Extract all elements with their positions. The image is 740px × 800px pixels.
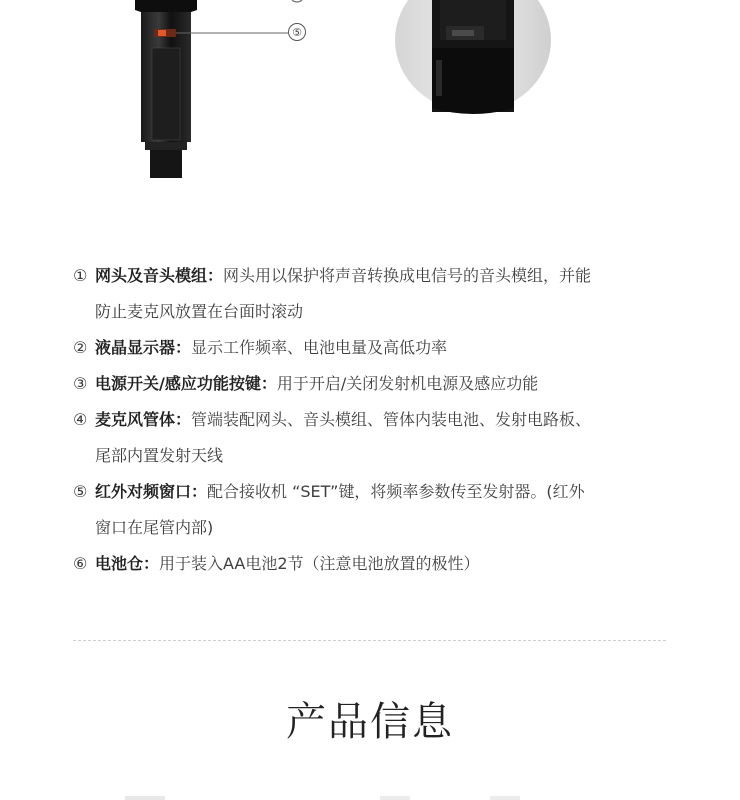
feature-item-2 [73, 330, 673, 366]
feature-description: 网头用以保护将声音转换成电信号的音头模组，并能 [223, 266, 592, 285]
feature-number: ② [73, 338, 88, 357]
feature-number: ④ [73, 410, 88, 429]
feature-title: 电源开关/感应功能按键： [95, 374, 277, 393]
product-figure [0, 0, 740, 200]
feature-description: 配合接收机 “SET”键，将频率参数传至发射器。(红外 [207, 482, 585, 501]
microphone-illustration [0, 0, 740, 200]
feature-item-4 [73, 402, 673, 474]
feature-item-3 [73, 366, 673, 402]
feature-title: 液晶显示器： [95, 338, 192, 357]
feature-description-continued: 尾部内置发射天线 [95, 446, 224, 465]
section-title: 产品信息 [286, 699, 454, 745]
feature-list [73, 258, 673, 582]
feature-number: ① [73, 266, 88, 285]
feature-description: 用于开启/关闭发射机电源及感应功能 [276, 374, 539, 393]
feature-number: ⑤ [73, 482, 88, 501]
feature-title: 麦克风管体： [95, 410, 192, 429]
feature-description: 管端装配网头、音头模组、管体内装电池、发射电路板、 [191, 410, 592, 429]
feature-item-5 [73, 474, 673, 546]
feature-title: 电池仓： [95, 554, 160, 573]
feature-number: ③ [73, 374, 88, 393]
feature-description: 显示工作频率、电池电量及高低功率 [191, 338, 448, 357]
callout-5-marker: ⑤ [288, 23, 306, 41]
feature-title: 红外对频窗口： [95, 482, 208, 501]
feature-number: ⑥ [73, 554, 88, 573]
feature-description-continued: 防止麦克风放置在台面时滚动 [95, 302, 304, 321]
feature-title: 网头及音头模组： [95, 266, 224, 285]
next-image-edge [0, 790, 740, 800]
feature-item-1 [73, 258, 673, 330]
dashed-divider [73, 640, 666, 641]
feature-item-6 [73, 546, 673, 582]
feature-description: 用于装入AA电池2节（注意电池放置的极性） [159, 554, 480, 573]
feature-description-continued: 窗口在尾管内部) [95, 518, 214, 537]
